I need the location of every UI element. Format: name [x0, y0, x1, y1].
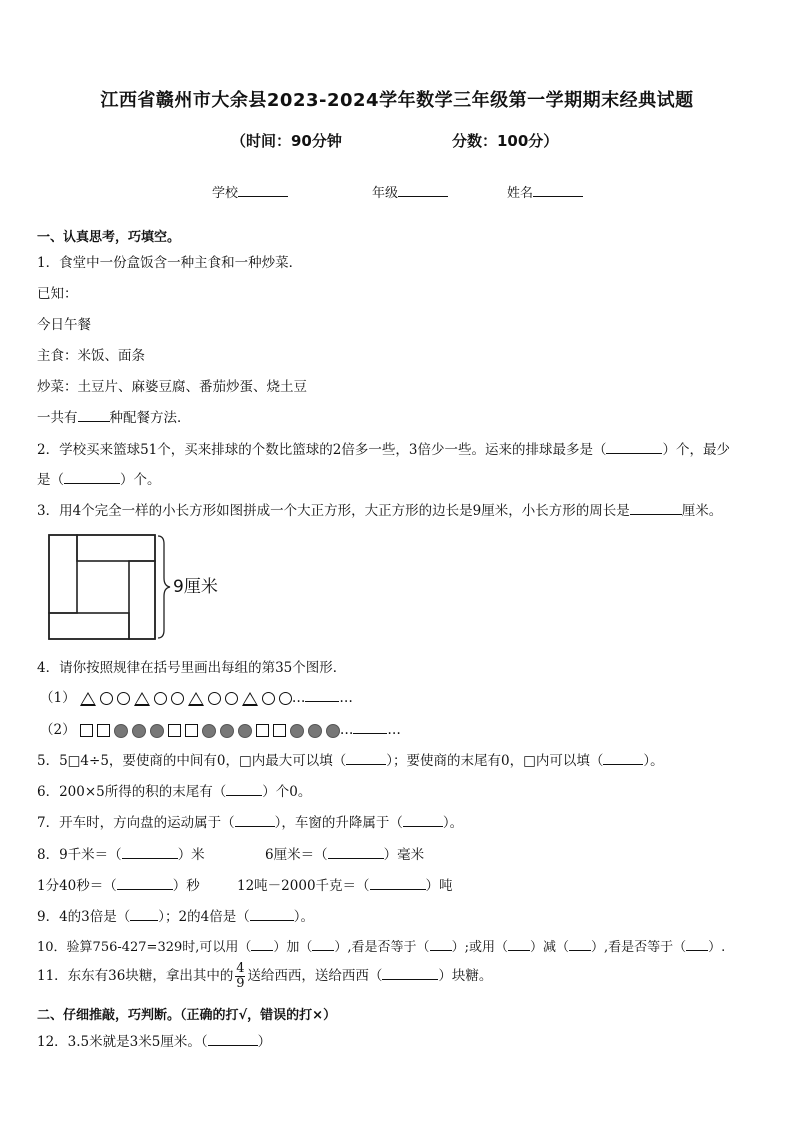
q4-p1-dots: …	[291, 690, 306, 706]
q11-blank[interactable]	[382, 965, 438, 980]
triangle-icon	[242, 692, 258, 706]
circle-icon	[100, 692, 113, 705]
q11	[37, 962, 492, 991]
q2-line1-suffix: ）个，最少	[662, 442, 730, 458]
q5-part-a: 5．5□4÷5，要使商的中间有0，□内最大可以填（	[37, 753, 347, 769]
q3-text	[37, 499, 722, 519]
q10-blank-5[interactable]	[569, 936, 591, 951]
q4-p2-dots: …	[339, 722, 354, 738]
q4-text: 4．请你按照规律在括号里画出每组的第35个图形．	[37, 660, 347, 676]
filled-circle-icon	[238, 724, 252, 738]
q8-blank-3[interactable]	[117, 875, 173, 890]
q5-part-b: ）；要使商的末尾有0，□内可以填（	[386, 753, 604, 769]
triangle-icon	[188, 692, 204, 706]
q6	[37, 780, 311, 800]
q10-part-e: ）减（	[529, 940, 569, 955]
q4-p2-tail: …	[387, 722, 401, 738]
exam-score: 分数：100分）	[452, 132, 559, 150]
circle-icon	[117, 692, 130, 705]
q8-c-suffix: ）秒	[172, 878, 200, 894]
q5	[37, 749, 664, 769]
q4-p2-label: （2）	[40, 722, 76, 738]
square-icon	[80, 724, 93, 737]
q8-row-1	[37, 843, 205, 863]
exam-time: （时间：90分钟	[231, 132, 342, 150]
q3-answer-blank[interactable]	[630, 500, 682, 515]
q7-part-a: 7．开车时，方向盘的运动属于（	[37, 815, 235, 831]
q12-blank[interactable]	[208, 1031, 258, 1046]
q8-a-suffix: ）米	[177, 847, 205, 863]
q8-row-2b	[237, 874, 453, 894]
q10-blank-3[interactable]	[430, 936, 452, 951]
q2-line2-text: 是（	[37, 472, 64, 488]
square-icon	[273, 724, 286, 737]
q9-part-a: 9．4的3倍是（	[37, 909, 131, 925]
q4-pattern-1	[40, 686, 353, 706]
circle-icon	[279, 692, 292, 705]
square-icon	[185, 724, 198, 737]
q4-pattern-2	[40, 718, 401, 738]
square-icon	[256, 724, 269, 737]
grade-label: 年级	[372, 186, 399, 201]
q7-part-c: ）。	[442, 815, 464, 831]
q2-line1-text: 2．学校买来篮球51个，买来排球的个数比篮球的2倍多一些，3倍少一些。运来的排球最多是（	[37, 442, 607, 458]
grade-blank[interactable]	[398, 182, 448, 197]
filled-circle-icon	[326, 724, 340, 738]
filled-circle-icon	[220, 724, 234, 738]
q1-known: 已知：	[37, 286, 78, 302]
q12-part-b: ）	[257, 1034, 272, 1050]
q8-d-suffix: ）吨	[425, 878, 453, 894]
section1-heading: 一、认真思考，巧填空。	[37, 230, 181, 245]
q10-blank-6[interactable]	[686, 936, 708, 951]
q9-part-c: ）。	[293, 909, 314, 925]
q4-p1-label: （1）	[40, 690, 76, 706]
q5-part-c: ）。	[643, 753, 664, 769]
q1-answer-blank[interactable]	[78, 407, 110, 422]
q3-figure-label: 9厘米	[173, 577, 218, 597]
filled-circle-icon	[290, 724, 304, 738]
circle-icon	[225, 692, 238, 705]
q2-line1	[37, 438, 730, 458]
school-field	[212, 182, 288, 201]
q7-blank-2[interactable]	[403, 812, 443, 827]
q5-blank-1[interactable]	[346, 750, 386, 765]
q12	[37, 1030, 271, 1050]
filled-circle-icon	[308, 724, 322, 738]
q9-part-b: ）；2的4倍是（	[158, 909, 250, 925]
q4-p1-tail: …	[339, 690, 353, 706]
q11-part-c: ）块糖。	[438, 968, 493, 984]
exam-title: 江西省赣州市大余县2023-2024学年数学三年级第一学期期末经典试题	[100, 90, 694, 111]
q11-part-b: 送给西西，送给西西（	[247, 968, 383, 984]
q10-part-f: ）,看是否等于（	[590, 940, 687, 955]
q4-p1-shapes	[80, 692, 292, 706]
q10-blank-2[interactable]	[312, 936, 334, 951]
q8-c-prefix: 1分40秒＝（	[37, 878, 117, 894]
q8-blank-1[interactable]	[122, 844, 178, 859]
q8-row-2	[37, 874, 200, 894]
name-label: 姓名	[507, 186, 534, 201]
q3-text-suffix: 厘米。	[681, 503, 723, 519]
q7	[37, 811, 463, 831]
q9-blank-1[interactable]	[130, 906, 158, 921]
q6-part-a: 6．200×5所得的积的末尾有（	[37, 784, 227, 800]
q10-part-a: 10．验算756-427=329时,可以用（	[37, 940, 252, 955]
name-blank[interactable]	[533, 182, 583, 197]
brace-icon	[158, 536, 170, 638]
q4-p1-blank[interactable]	[305, 687, 339, 702]
q8-row-1b	[265, 843, 424, 863]
q8-d-prefix: 12吨－2000千克＝（	[237, 878, 370, 894]
circle-icon	[171, 692, 184, 705]
q4-p2-shapes	[80, 724, 340, 738]
q2-min-blank[interactable]	[64, 469, 120, 484]
q8-a-prefix: 8．9千米＝（	[37, 847, 122, 863]
q8-b-prefix: 6厘米＝（	[265, 847, 328, 863]
circle-icon	[154, 692, 167, 705]
q8-blank-2[interactable]	[328, 844, 384, 859]
school-blank[interactable]	[238, 182, 288, 197]
filled-circle-icon	[132, 724, 146, 738]
filled-circle-icon	[150, 724, 164, 738]
q11-part-a: 11．东东有36块糖，拿出其中的	[37, 968, 234, 984]
filled-circle-icon	[202, 724, 216, 738]
q10-part-b: ）加（	[273, 940, 313, 955]
q3-text-main: 3．用4个完全一样的小长方形如图拼成一个大正方形，大正方形的边长是9厘米，小长方形的周长是	[37, 503, 630, 519]
triangle-icon	[80, 692, 96, 706]
q10-part-d: ）;或用（	[451, 940, 508, 955]
q2-max-blank[interactable]	[606, 439, 662, 454]
q4-p2-blank[interactable]	[353, 719, 387, 734]
q1-ask	[37, 406, 191, 426]
q6-blank[interactable]	[226, 781, 262, 796]
q5-blank-2[interactable]	[603, 750, 643, 765]
q9-blank-2[interactable]	[250, 906, 294, 921]
grade-field	[372, 182, 448, 201]
q10-blank-1[interactable]	[251, 936, 273, 951]
q1-staple: 主食：米饭、面条	[37, 348, 145, 364]
q10-blank-4[interactable]	[508, 936, 530, 951]
q1-today: 今日午餐	[37, 317, 91, 333]
square-icon	[168, 724, 181, 737]
q2-line2-suffix: ）个。	[120, 472, 161, 488]
q1-text: 1．食堂中一份盒饭含一种主食和一种炒菜．	[37, 255, 303, 271]
q10-part-c: ）,看是否等于（	[334, 940, 430, 955]
q10-part-g: ）.	[708, 940, 726, 955]
q12-part-a: 12．3.5米就是3米5厘米。（	[37, 1034, 208, 1050]
q1-ask-suffix: 种配餐方法．	[109, 410, 191, 426]
filled-circle-icon	[114, 724, 128, 738]
q8-blank-4[interactable]	[370, 875, 426, 890]
q1-ask-prefix: 一共有	[37, 410, 78, 426]
q7-blank-1[interactable]	[235, 812, 275, 827]
q7-part-b: ），车窗的升降属于（	[274, 815, 403, 831]
q2-line2	[37, 468, 161, 488]
q10	[37, 936, 725, 955]
q11-fraction	[235, 962, 245, 991]
q9	[37, 905, 314, 925]
circle-icon	[208, 692, 221, 705]
circle-icon	[262, 692, 275, 705]
q1-dishes: 炒菜：土豆片、麻婆豆腐、番茄炒蛋、烧土豆	[37, 379, 307, 395]
name-field	[507, 182, 583, 201]
section2-heading: 二、仔细推敲，巧判断。（正确的打√，错误的打×）	[37, 1008, 337, 1023]
triangle-icon	[134, 692, 150, 706]
q8-b-suffix: ）毫米	[383, 847, 425, 863]
school-label: 学校	[212, 186, 239, 201]
q11-numerator: 4	[236, 961, 245, 976]
q6-part-b: ）个0。	[262, 784, 312, 800]
q11-denominator: 9	[236, 976, 245, 991]
square-icon	[97, 724, 110, 737]
